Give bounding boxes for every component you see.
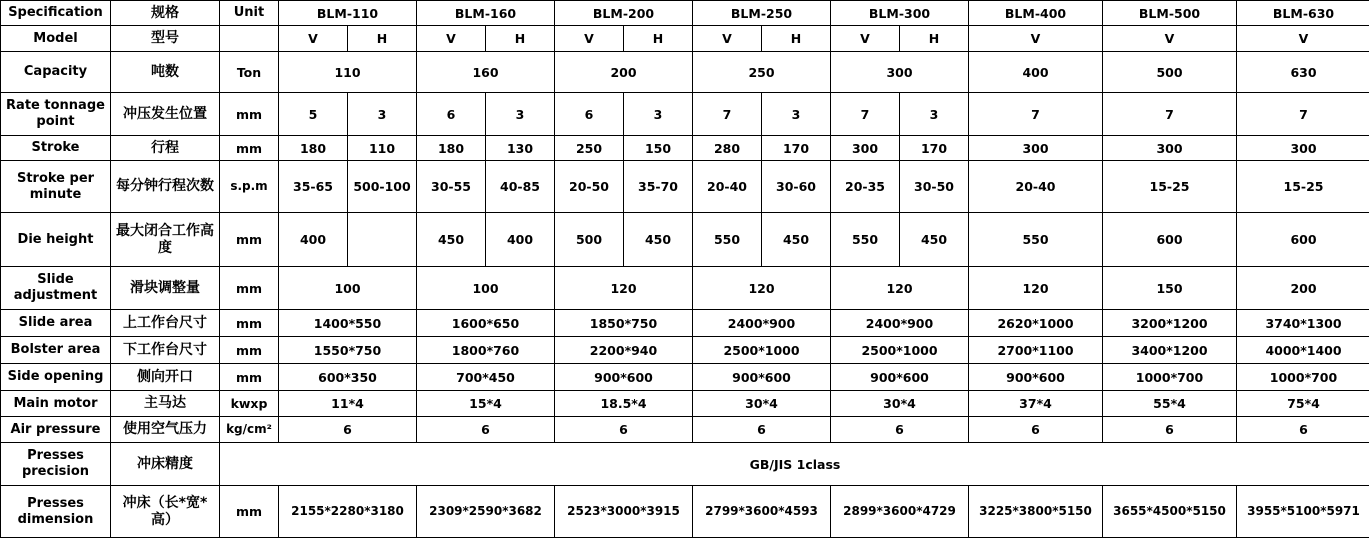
cell: 6 (555, 93, 624, 136)
cell: 600 (1237, 213, 1369, 267)
cell: 600*350 (279, 364, 417, 391)
rate-tonnage-row (1, 93, 1369, 136)
cell: 2400*900 (831, 310, 969, 337)
cell: 3955*5100*5971 (1237, 486, 1369, 538)
cell: 900*600 (831, 364, 969, 391)
model-header: BLM-400 (969, 1, 1103, 26)
cell: V (555, 26, 624, 52)
precision-value: GB/JIS 1class (220, 443, 1369, 486)
cell: 3 (486, 93, 555, 136)
row-unit: kwxp (220, 391, 279, 417)
cell: 1400*550 (279, 310, 417, 337)
row-unit: mm (220, 93, 279, 136)
cell: V (831, 26, 900, 52)
cell: 3 (762, 93, 831, 136)
cell: 300 (969, 136, 1103, 161)
cell: 1850*750 (555, 310, 693, 337)
cell: 170 (900, 136, 969, 161)
cell: 6 (417, 93, 486, 136)
cell: 250 (693, 52, 831, 93)
stroke-per-minute-row (1, 161, 1369, 213)
cell: 500-100 (348, 161, 417, 213)
cell: 550 (969, 213, 1103, 267)
cell: 450 (900, 213, 969, 267)
row-label-cn: 冲床（长*宽*高） (111, 486, 220, 538)
cell: H (486, 26, 555, 52)
slide-area-row (1, 310, 1369, 337)
row-label: Stroke (1, 136, 111, 161)
cell: 900*600 (693, 364, 831, 391)
cell: 7 (969, 93, 1103, 136)
row-label: Slide area (1, 310, 111, 337)
cell: 1000*700 (1237, 364, 1369, 391)
cell: 30-55 (417, 161, 486, 213)
cell: 900*600 (555, 364, 693, 391)
air-pressure-row (1, 417, 1369, 443)
cell: 150 (624, 136, 693, 161)
presses-dimension-row (1, 486, 1369, 538)
cell: 130 (486, 136, 555, 161)
cell: 180 (279, 136, 348, 161)
cell: H (900, 26, 969, 52)
cell: V (1237, 26, 1369, 52)
model-header: BLM-300 (831, 1, 969, 26)
cell: 30*4 (831, 391, 969, 417)
row-label-cn: 使用空气压力 (111, 417, 220, 443)
row-label-cn: 主马达 (111, 391, 220, 417)
cell: 120 (693, 267, 831, 310)
bolster-area-row (1, 337, 1369, 364)
slide-adjustment-row (1, 267, 1369, 310)
cell: 6 (555, 417, 693, 443)
cell: 15*4 (417, 391, 555, 417)
cell: 20-50 (555, 161, 624, 213)
model-header: BLM-200 (555, 1, 693, 26)
cell: 2523*3000*3915 (555, 486, 693, 538)
cell: 5 (279, 93, 348, 136)
cell: 20-40 (693, 161, 762, 213)
row-label: Model (1, 26, 111, 52)
cell: 1600*650 (417, 310, 555, 337)
model-header: BLM-630 (1237, 1, 1369, 26)
unit-header: Unit (220, 1, 279, 26)
row-unit: mm (220, 213, 279, 267)
cell: 400 (486, 213, 555, 267)
cell: 30-60 (762, 161, 831, 213)
row-label-cn: 滑块调整量 (111, 267, 220, 310)
cell: 700*450 (417, 364, 555, 391)
row-unit: mm (220, 337, 279, 364)
cell: 35-65 (279, 161, 348, 213)
row-unit: mm (220, 136, 279, 161)
cell: V (1103, 26, 1237, 52)
cell: 2200*940 (555, 337, 693, 364)
stroke-row (1, 136, 1369, 161)
cell: 6 (1237, 417, 1369, 443)
cell: 7 (693, 93, 762, 136)
cell: 30*4 (693, 391, 831, 417)
cell: H (762, 26, 831, 52)
main-motor-row (1, 391, 1369, 417)
cell: 200 (555, 52, 693, 93)
model-header: BLM-160 (417, 1, 555, 26)
cell: 300 (831, 52, 969, 93)
spec-header: Specification (1, 1, 111, 26)
cell: 550 (693, 213, 762, 267)
cell: V (969, 26, 1103, 52)
row-label-cn: 侧向开口 (111, 364, 220, 391)
cell: 18.5*4 (555, 391, 693, 417)
cell: 6 (279, 417, 417, 443)
cell: 6 (693, 417, 831, 443)
cell: 2155*2280*3180 (279, 486, 417, 538)
model-header: BLM-110 (279, 1, 417, 26)
row-label-cn: 冲床精度 (111, 443, 220, 486)
cell: 15-25 (1103, 161, 1237, 213)
row-unit: Ton (220, 52, 279, 93)
cell: 6 (417, 417, 555, 443)
cell: 6 (831, 417, 969, 443)
row-label-cn: 最大闭合工作高度 (111, 213, 220, 267)
cell: 35-70 (624, 161, 693, 213)
cell: 200 (1237, 267, 1369, 310)
row-label: Main motor (1, 391, 111, 417)
cell: 4000*1400 (1237, 337, 1369, 364)
row-label: Slide adjustment (1, 267, 111, 310)
cell: 11*4 (279, 391, 417, 417)
row-unit: mm (220, 310, 279, 337)
side-opening-row (1, 364, 1369, 391)
row-label: Capacity (1, 52, 111, 93)
cell: 500 (1103, 52, 1237, 93)
cell: 280 (693, 136, 762, 161)
cell: H (348, 26, 417, 52)
cell: 170 (762, 136, 831, 161)
cell: 75*4 (1237, 391, 1369, 417)
cell: 2500*1000 (831, 337, 969, 364)
header-row (1, 1, 1369, 26)
cell: 3400*1200 (1103, 337, 1237, 364)
model-header: BLM-500 (1103, 1, 1237, 26)
cell: 900*600 (969, 364, 1103, 391)
cell: 120 (555, 267, 693, 310)
capacity-row (1, 52, 1369, 93)
cell: 160 (417, 52, 555, 93)
cell: 6 (1103, 417, 1237, 443)
cell: 2620*1000 (969, 310, 1103, 337)
cell: 3200*1200 (1103, 310, 1237, 337)
cell: 2700*1100 (969, 337, 1103, 364)
cell: 40-85 (486, 161, 555, 213)
cell: 1000*700 (1103, 364, 1237, 391)
row-label: Side opening (1, 364, 111, 391)
row-label-cn: 上工作台尺寸 (111, 310, 220, 337)
cell: 2899*3600*4729 (831, 486, 969, 538)
cell: 20-40 (969, 161, 1103, 213)
cell: 120 (831, 267, 969, 310)
cell: 400 (969, 52, 1103, 93)
spec-header-cn: 规格 (111, 1, 220, 26)
row-unit: mm (220, 364, 279, 391)
cell: 450 (417, 213, 486, 267)
cell: 30-50 (900, 161, 969, 213)
cell: 110 (348, 136, 417, 161)
row-label: Air pressure (1, 417, 111, 443)
cell: 37*4 (969, 391, 1103, 417)
presses-precision-row (1, 443, 1369, 486)
cell: 15-25 (1237, 161, 1369, 213)
cell: 3655*4500*5150 (1103, 486, 1237, 538)
cell: 7 (1237, 93, 1369, 136)
cell: 600 (1103, 213, 1237, 267)
cell: 500 (555, 213, 624, 267)
cell (348, 213, 417, 267)
row-unit: kg/cm² (220, 417, 279, 443)
row-unit: mm (220, 267, 279, 310)
cell: 20-35 (831, 161, 900, 213)
cell: 110 (279, 52, 417, 93)
model-row (1, 26, 1369, 52)
cell: 450 (624, 213, 693, 267)
cell: 7 (1103, 93, 1237, 136)
cell: 100 (417, 267, 555, 310)
cell: 6 (969, 417, 1103, 443)
row-label-cn: 吨数 (111, 52, 220, 93)
cell: 1550*750 (279, 337, 417, 364)
row-unit (220, 26, 279, 52)
cell: 7 (831, 93, 900, 136)
cell: 550 (831, 213, 900, 267)
row-label: Bolster area (1, 337, 111, 364)
cell: 450 (762, 213, 831, 267)
cell: 300 (1103, 136, 1237, 161)
cell: 630 (1237, 52, 1369, 93)
cell: 2500*1000 (693, 337, 831, 364)
cell: V (693, 26, 762, 52)
row-label: Presses dimension (1, 486, 111, 538)
cell: V (417, 26, 486, 52)
cell: 3 (348, 93, 417, 136)
row-unit: mm (220, 486, 279, 538)
cell: 300 (1237, 136, 1369, 161)
row-label-cn: 行程 (111, 136, 220, 161)
die-height-row (1, 213, 1369, 267)
cell: 150 (1103, 267, 1237, 310)
row-label: Rate tonnage point (1, 93, 111, 136)
cell: 100 (279, 267, 417, 310)
cell: 1800*760 (417, 337, 555, 364)
cell: V (279, 26, 348, 52)
cell: 3225*3800*5150 (969, 486, 1103, 538)
cell: 55*4 (1103, 391, 1237, 417)
row-label-cn: 每分钟行程次数 (111, 161, 220, 213)
cell: 300 (831, 136, 900, 161)
cell: 250 (555, 136, 624, 161)
model-header: BLM-250 (693, 1, 831, 26)
cell: 400 (279, 213, 348, 267)
row-label-cn: 型号 (111, 26, 220, 52)
cell: 2799*3600*4593 (693, 486, 831, 538)
row-label: Presses precision (1, 443, 111, 486)
cell: 3 (624, 93, 693, 136)
cell: 3 (900, 93, 969, 136)
cell: 2400*900 (693, 310, 831, 337)
cell: 180 (417, 136, 486, 161)
cell: 3740*1300 (1237, 310, 1369, 337)
cell: 120 (969, 267, 1103, 310)
cell: H (624, 26, 693, 52)
row-label: Die height (1, 213, 111, 267)
row-unit: s.p.m (220, 161, 279, 213)
row-label: Stroke per minute (1, 161, 111, 213)
row-label-cn: 冲压发生位置 (111, 93, 220, 136)
row-label-cn: 下工作台尺寸 (111, 337, 220, 364)
cell: 2309*2590*3682 (417, 486, 555, 538)
